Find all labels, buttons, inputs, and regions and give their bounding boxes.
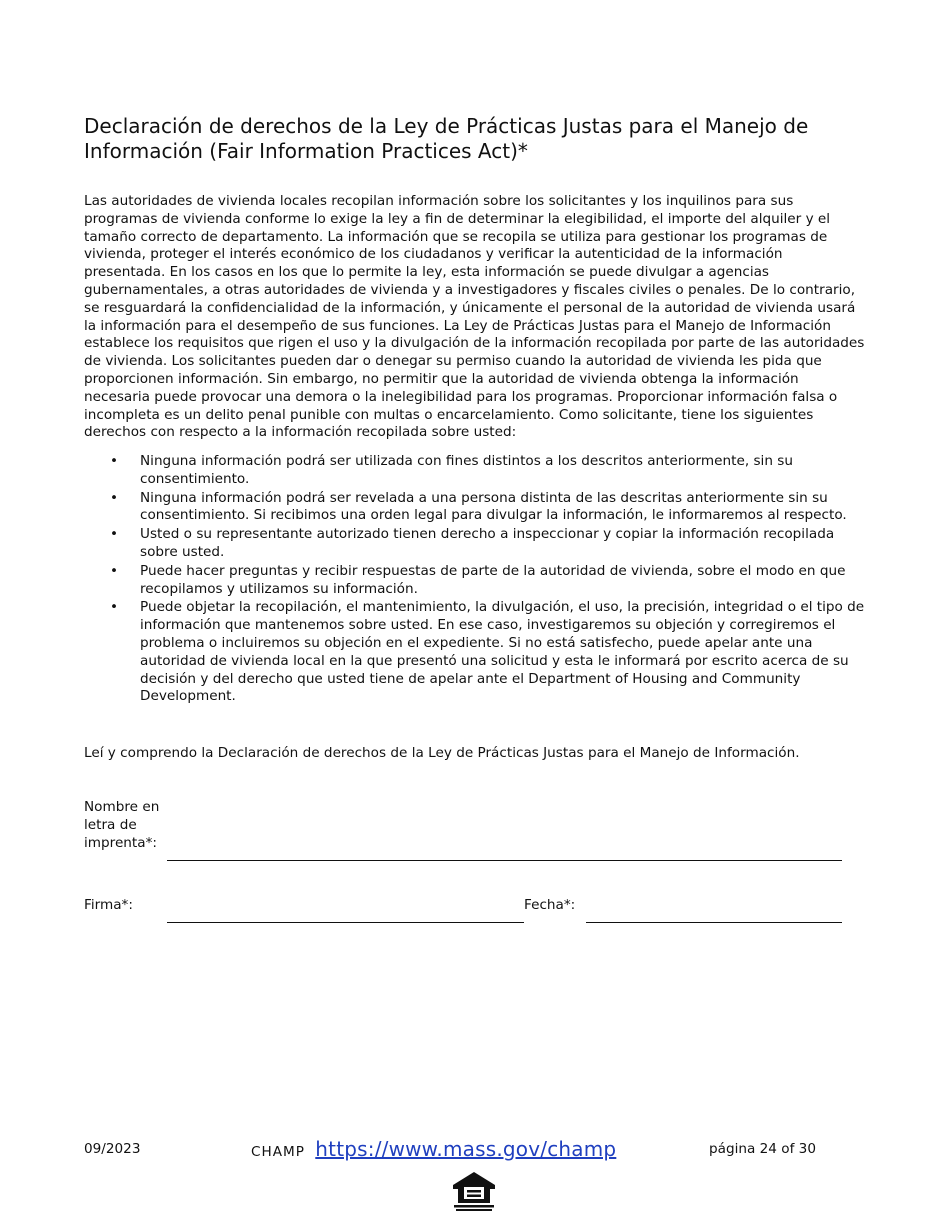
right-text: Usted o su representante autorizado tienen derecho a inspeccionar y copiar la información recopilada sobre usted. [140, 526, 835, 560]
footer-date: 09/2023 [84, 1141, 141, 1157]
equal-housing-opportunity-icon [450, 1170, 498, 1212]
right-text: Ninguna información podrá ser revelada a una persona distinta de las descritas anteriormente sin su consentimiento. Si recibimos una orden legal para divulgar la información, le informaremos al respecto. [140, 489, 847, 524]
date-label: Fecha*: [524, 897, 576, 913]
printed-name-field[interactable] [167, 860, 842, 861]
page-number: página 24 of 30 [709, 1141, 816, 1157]
intro-paragraph: Las autoridades de vivienda locales recopilan información sobre los solicitantes y los inquilinos para sus programas de vivienda conforme lo exige la ley a fin de determinar la elegibilidad, el importe del alquiler y el tamaño correcto de departamento. La información que se recopila se utiliza para gestionar los programas de vivienda, proteger el interés económico de los ciudadanos y verificar la autenticidad de la información presentada. En los casos en los que lo permite la ley, esta información se puede divulgar a agencias gubernamentales, a otras autoridades de vivienda y a investigadores y fiscales civiles o penales. De lo contrario, se resguardará la confidencialidad de la información, y únicamente el personal de la autoridad de vivienda usará la información para el desempeño de sus funciones. La Ley de Prácticas Justas para el Manejo de Información establece los requisitos que rigen el uso y la divulgación de la información recopilada por parte de las autoridades de vivienda. Los solicitantes pueden dar o denegar su permiso cuando la autoridad de vivienda les pida que proporcionen información. Sin embargo, no permitir que la autoridad de vivienda obtenga la información necesaria puede provocar una demora o la inelegibilidad para los programas. Proporcionar información falsa o incompleta es un delito penal punible con multas o encarcelamiento. Como solicitante, tiene los siguientes derechos con respecto a la información recopilada sobre usted: [84, 193, 865, 441]
list-item [84, 563, 874, 599]
footer-champ [251, 1136, 616, 1165]
bullet: • [110, 562, 119, 579]
bullet: • [110, 453, 119, 469]
signature-label: Firma*: [84, 897, 133, 913]
list-item [84, 599, 874, 706]
right-text: Ninguna información podrá ser utilizada con fines distintos a los descritos anteriormente, sin su consentimiento. [140, 453, 793, 487]
bullet: • [110, 599, 119, 616]
list-item [84, 526, 874, 562]
list-item [84, 453, 874, 489]
bullet: • [110, 526, 119, 543]
footer-brand: CHAMP [251, 1144, 305, 1160]
page-title: Declaración de derechos de la Ley de Prácticas Justas para el Manejo de Información (Fair Information Practices Act)* [84, 114, 809, 163]
printed-name-label: Nombre en letra de imprenta*: [84, 799, 160, 851]
champ-link[interactable]: https://www.mass.gov/champ [315, 1137, 617, 1161]
date-field[interactable] [586, 922, 842, 923]
acknowledgement-statement: Leí y comprendo la Declaración de derechos de la Ley de Prácticas Justas para el Manejo de Información. [84, 745, 800, 761]
list-item [84, 490, 874, 526]
signature-field[interactable] [167, 922, 524, 923]
right-text: Puede hacer preguntas y recibir respuestas de parte de la autoridad de vivienda, sobre el modo en que recopilamos y utilizamos su información. [140, 562, 846, 597]
right-text: Puede objetar la recopilación, el mantenimiento, la divulgación, el uso, la precisión, integridad o el tipo de información que mantenemos sobre usted. En ese caso, investigaremos su objeción y corregiremos el problema o incluiremos su objeción en el expediente. Si no está satisfecho, puede apelar ante una autoridad de vivienda local en la que presentó una solicitud y esta le informará por escrito acerca de su decisión y del derecho que usted tiene de apelar ante el Department of Housing and Community Development. [140, 599, 865, 705]
bullet: • [110, 489, 119, 506]
rights-list [84, 453, 874, 707]
